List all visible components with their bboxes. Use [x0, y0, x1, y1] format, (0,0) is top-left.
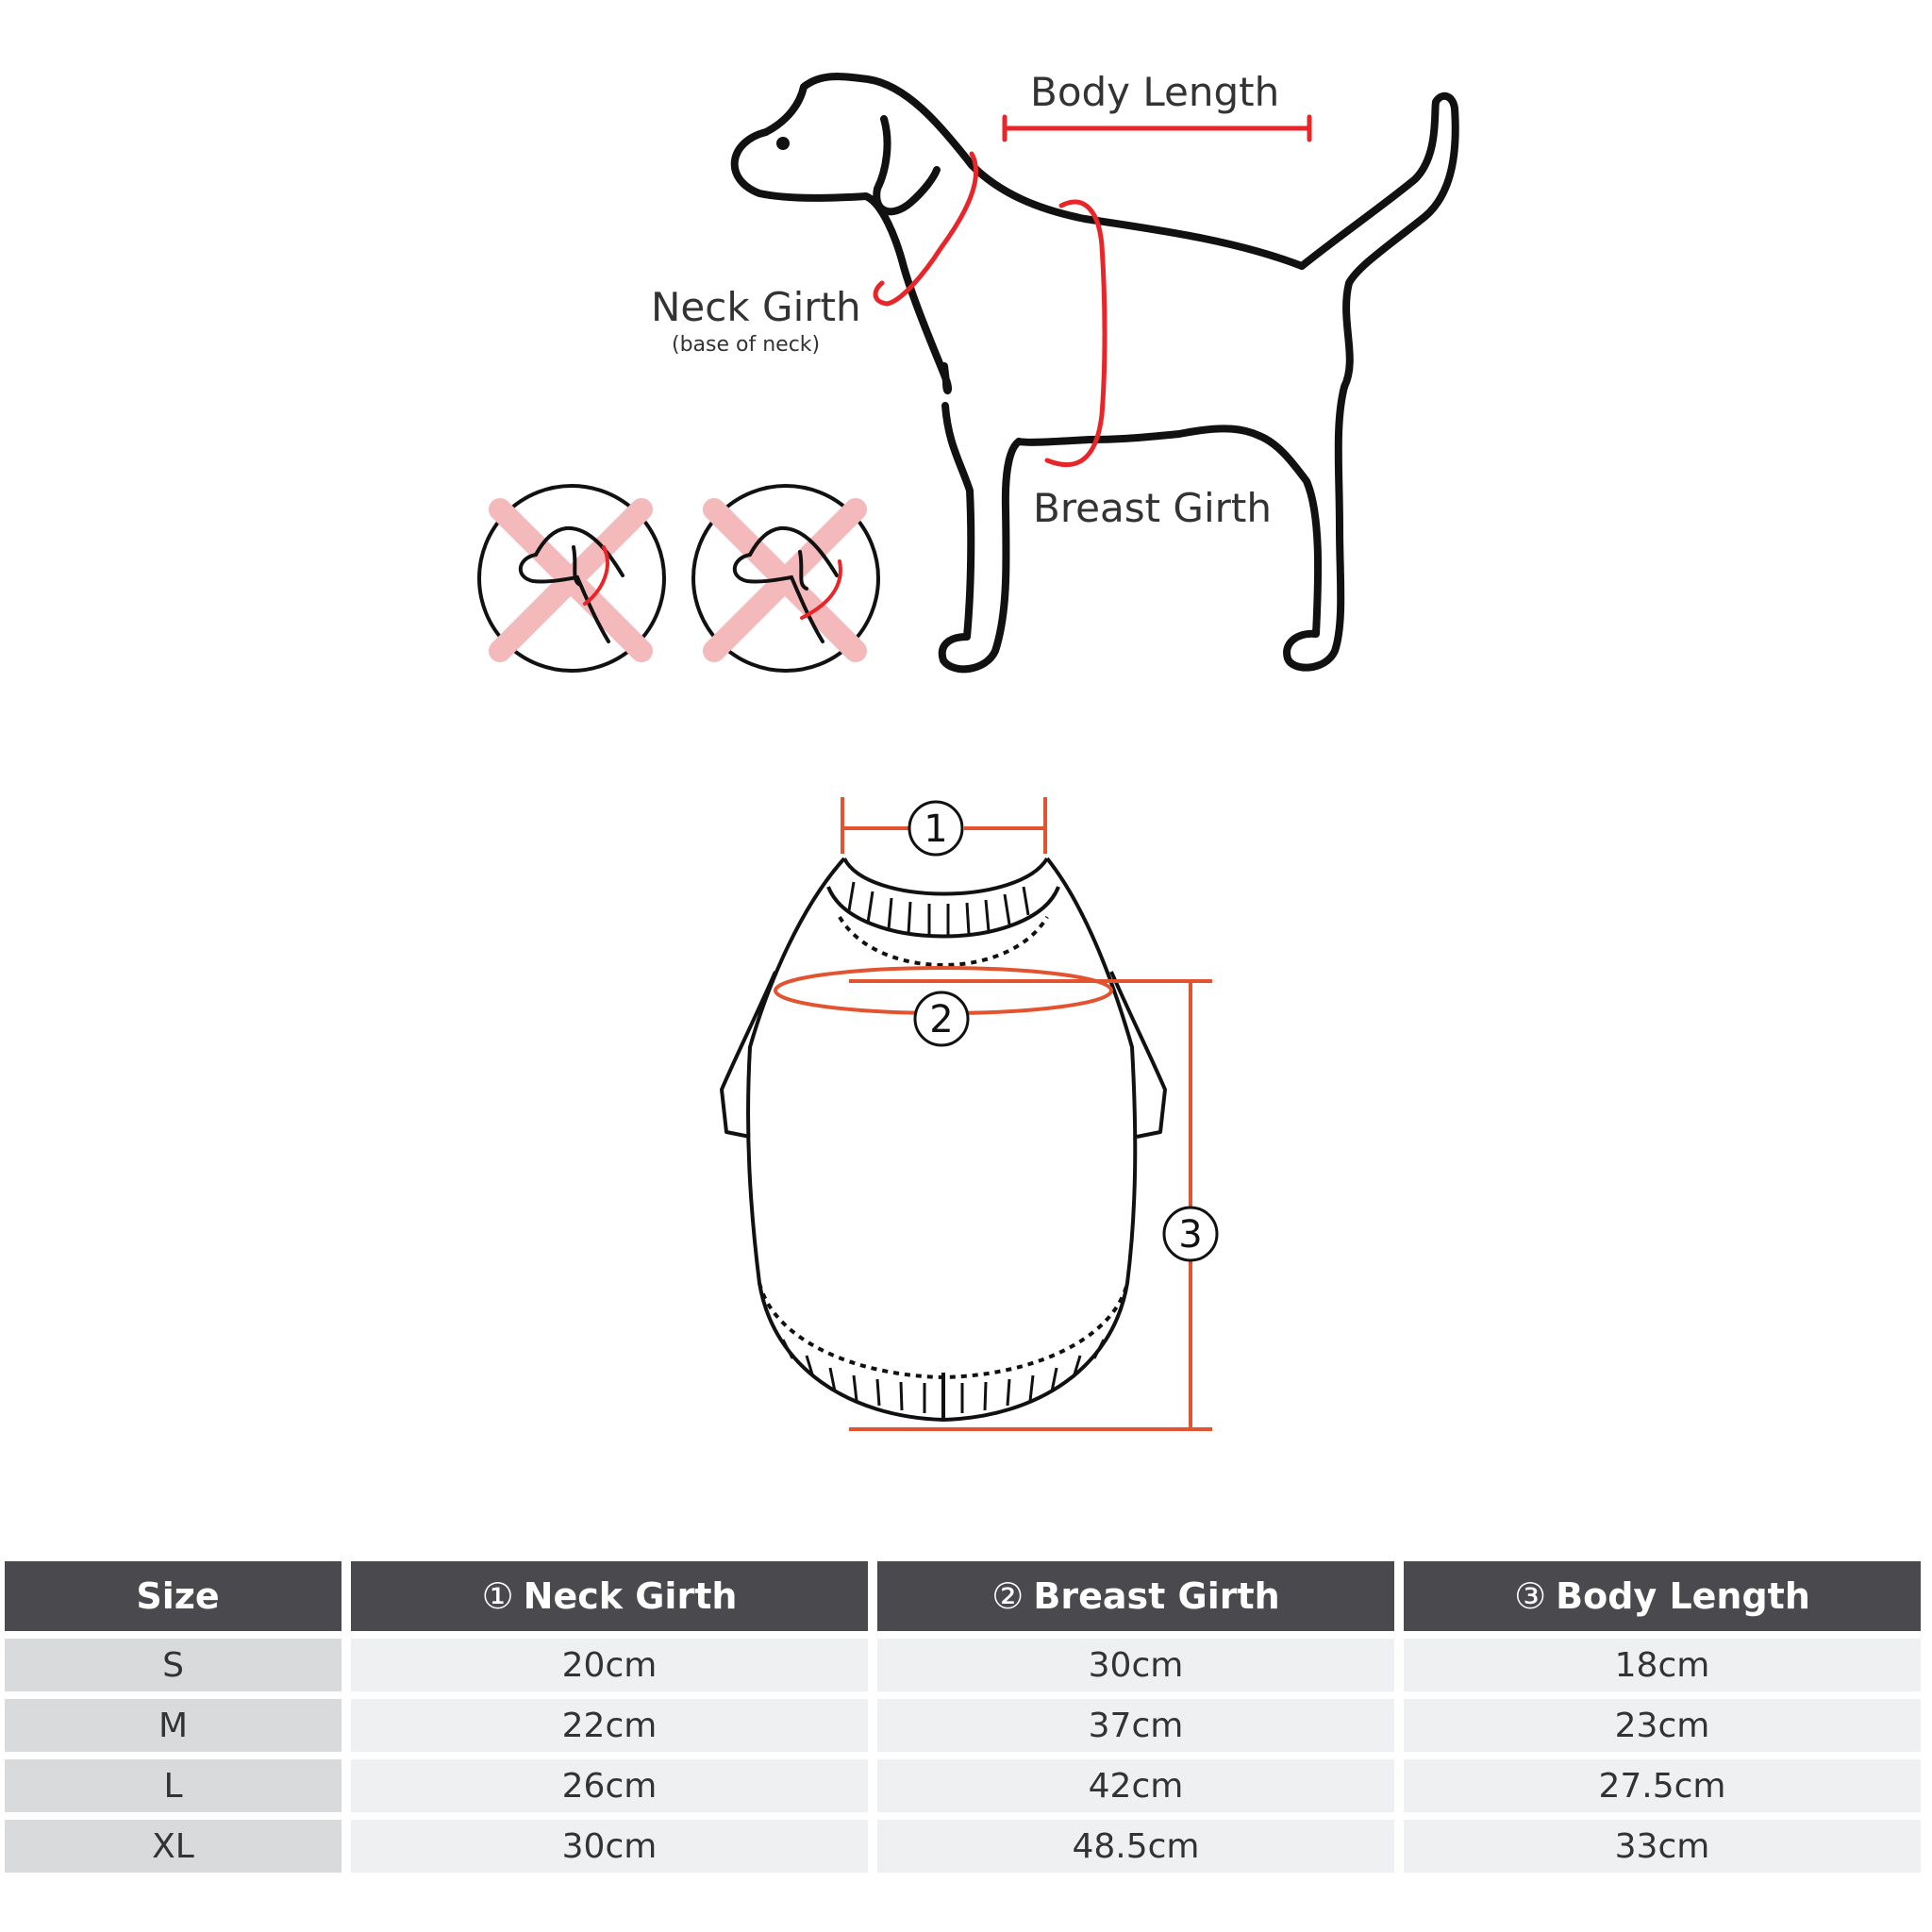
header-size: Size: [5, 1561, 341, 1631]
body-length-label: Body Length: [1030, 69, 1280, 115]
breast-girth-cell: 30cm: [877, 1639, 1394, 1691]
body-length-cell: 33cm: [1404, 1820, 1921, 1873]
header-neck-girth: ① Neck Girth: [351, 1561, 868, 1631]
marker-1: [909, 802, 962, 855]
neck-girth-cell: 30cm: [351, 1820, 868, 1873]
size-chart-table: [0, 1554, 1930, 1880]
sweater-outline-icon: [722, 858, 1165, 1420]
neck-girth-cell: 22cm: [351, 1699, 868, 1752]
neck-girth-cell: 20cm: [351, 1639, 868, 1691]
breast-girth-cell: 37cm: [877, 1699, 1394, 1752]
table-row: [5, 1699, 1921, 1752]
header-breast-girth: ② Breast Girth: [877, 1561, 1394, 1631]
marker-2: [915, 992, 968, 1045]
breast-girth-label: Breast Girth: [1033, 485, 1273, 531]
dog-measurement-lines: [875, 117, 1309, 465]
table-row: [5, 1759, 1921, 1812]
size-cell: L: [5, 1759, 341, 1812]
svg-text:2: 2: [929, 998, 954, 1041]
header-body-length: ③ Body Length: [1404, 1561, 1921, 1631]
sweater-measurement-lines: [775, 797, 1212, 1429]
size-cell: XL: [5, 1820, 341, 1873]
wrong-neck-position-icon: [479, 486, 664, 671]
body-length-cell: 23cm: [1404, 1699, 1921, 1752]
marker-3: [1164, 1208, 1217, 1260]
sweater-ribbing: [783, 882, 1104, 1413]
neck-girth-cell: 26cm: [351, 1759, 868, 1812]
size-cell: S: [5, 1639, 341, 1691]
breast-girth-cell: 48.5cm: [877, 1820, 1394, 1873]
wrong-neck-position-icon: [693, 486, 878, 671]
neck-girth-note: (base of neck): [672, 333, 821, 357]
table-header-row: [5, 1561, 1921, 1631]
svg-text:1: 1: [924, 808, 948, 851]
body-length-cell: 18cm: [1404, 1639, 1921, 1691]
breast-girth-cell: 42cm: [877, 1759, 1394, 1812]
body-length-cell: 27.5cm: [1404, 1759, 1921, 1812]
size-cell: M: [5, 1699, 341, 1752]
table-row: [5, 1820, 1921, 1873]
table-row: [5, 1639, 1921, 1691]
svg-text:3: 3: [1178, 1213, 1203, 1257]
neck-girth-label: Neck Girth: [651, 284, 861, 330]
